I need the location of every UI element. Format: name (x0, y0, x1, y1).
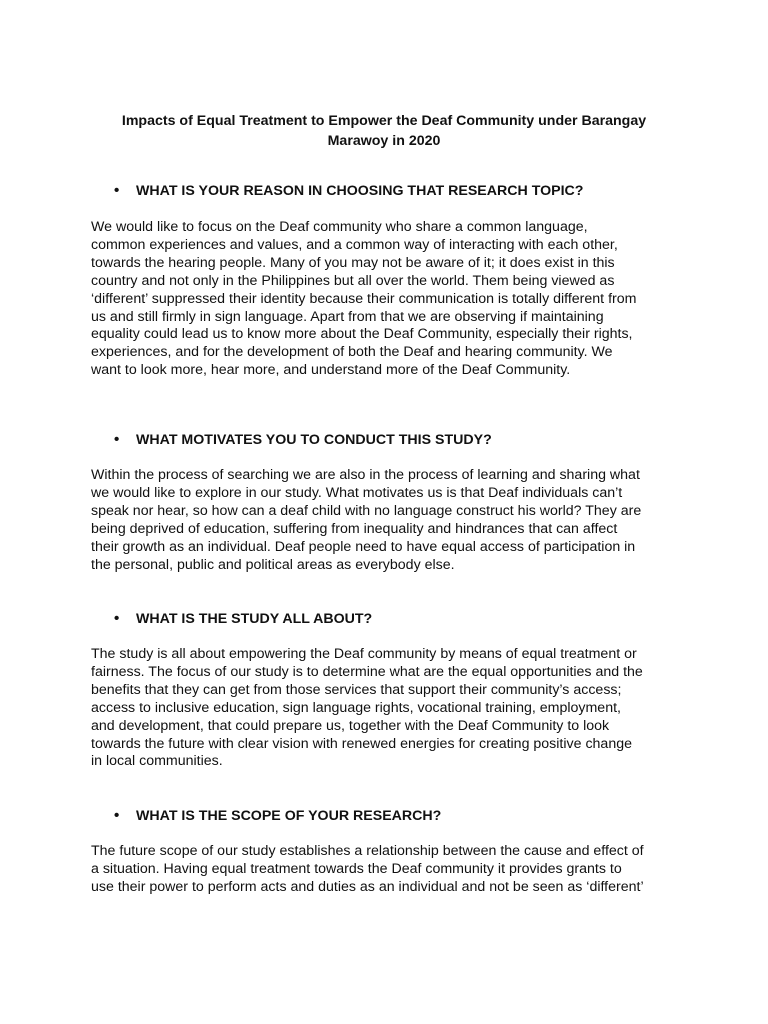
bullet-icon: • (114, 610, 120, 627)
paragraph-line: country and not only in the Philippines but all over the world. Them being viewed as (91, 272, 615, 289)
bullet-icon: • (114, 807, 120, 824)
paragraph-line: experiences, and for the development of both the Deaf and hearing community. We (91, 344, 613, 361)
paragraph-line: The future scope of our study establishes a relationship between the cause and effect of (91, 843, 644, 859)
document-title (92, 111, 676, 151)
paragraph-line: The study is all about empowering the Deaf community by means of equal treatment or (91, 646, 637, 662)
paragraph-line: and development, that could prepare us, together with the Deaf Community to look (91, 717, 610, 734)
bullet-icon: • (114, 182, 120, 199)
title-line-1: Impacts of Equal Treatment to Empower the Deaf Community under Barangay (121, 113, 647, 129)
paragraph-line: we would like to explore in our study. What motivates us is that Deaf individuals can’t (91, 484, 623, 501)
paragraph-line: the personal, public and political areas as everybody else. (91, 556, 455, 573)
paragraph-line: access to inclusive education, sign language rights, vocational training, employment, (91, 699, 621, 716)
paragraph-line: being deprived of education, suffering from inequality and hindrances that can affect (91, 520, 618, 537)
paragraph-line: common experiences and values, and a common way of interacting with each other, (91, 236, 618, 253)
heading-text: WHAT IS YOUR REASON IN CHOOSING THAT RESEARCH TOPIC? (136, 183, 584, 199)
paragraph-line: towards the future with clear vision with renewed energies for creating positive change (91, 735, 632, 752)
heading-text: WHAT IS THE STUDY ALL ABOUT? (136, 611, 373, 627)
paragraph-line: us and still firmly in sign language. Apart from that we are observing if maintaining (91, 308, 604, 325)
paragraph-line: ‘different’ suppressed their identity because their communication is totally different from (91, 290, 637, 307)
section-heading-study-about (114, 609, 372, 629)
paragraph-line: equality could lead us to know more about the Deaf Community, especially their rights, (91, 326, 633, 343)
heading-text: WHAT MOTIVATES YOU TO CONDUCT THIS STUDY? (136, 432, 492, 448)
paragraph-line: a situation. Having equal treatment towards the Deaf community it provides grants to (91, 860, 622, 877)
paragraph-line: want to look more, hear more, and understand more of the Deaf Community. (91, 362, 571, 379)
paragraph-line: in local communities. (91, 753, 223, 770)
paragraph-line: towards the hearing people. Many of you may not be aware of it; it does exist in this (91, 254, 615, 271)
section-paragraph-reason (91, 219, 691, 380)
heading-text: WHAT IS THE SCOPE OF YOUR RESEARCH? (136, 808, 442, 824)
bullet-icon: • (114, 431, 120, 448)
paragraph-line: Within the process of searching we are also in the process of learning and sharing what (91, 467, 640, 483)
title-line-2: Marawoy in 2020 (327, 133, 441, 149)
section-heading-scope (114, 806, 441, 826)
section-heading-motivation (114, 430, 492, 450)
paragraph-line: benefits that they can get from those services that support their community’s access; (91, 681, 622, 698)
paragraph-line: their growth as an individual. Deaf people need to have equal access of participation in (91, 538, 636, 555)
section-paragraph-motivation (91, 467, 691, 574)
paragraph-line: We would like to focus on the Deaf community who share a common language, (91, 219, 588, 235)
paragraph-line: speak nor hear, so how can a deaf child with no language construct his world? They are (91, 502, 642, 519)
section-paragraph-scope (91, 843, 691, 897)
section-paragraph-study-about (91, 646, 691, 771)
paragraph-line: use their power to perform acts and duties as an individual and not be seen as ‘different’ (91, 878, 644, 895)
paragraph-line: fairness. The focus of our study is to determine what are the equal opportunities and the (91, 663, 643, 680)
section-heading-reason (114, 181, 583, 201)
